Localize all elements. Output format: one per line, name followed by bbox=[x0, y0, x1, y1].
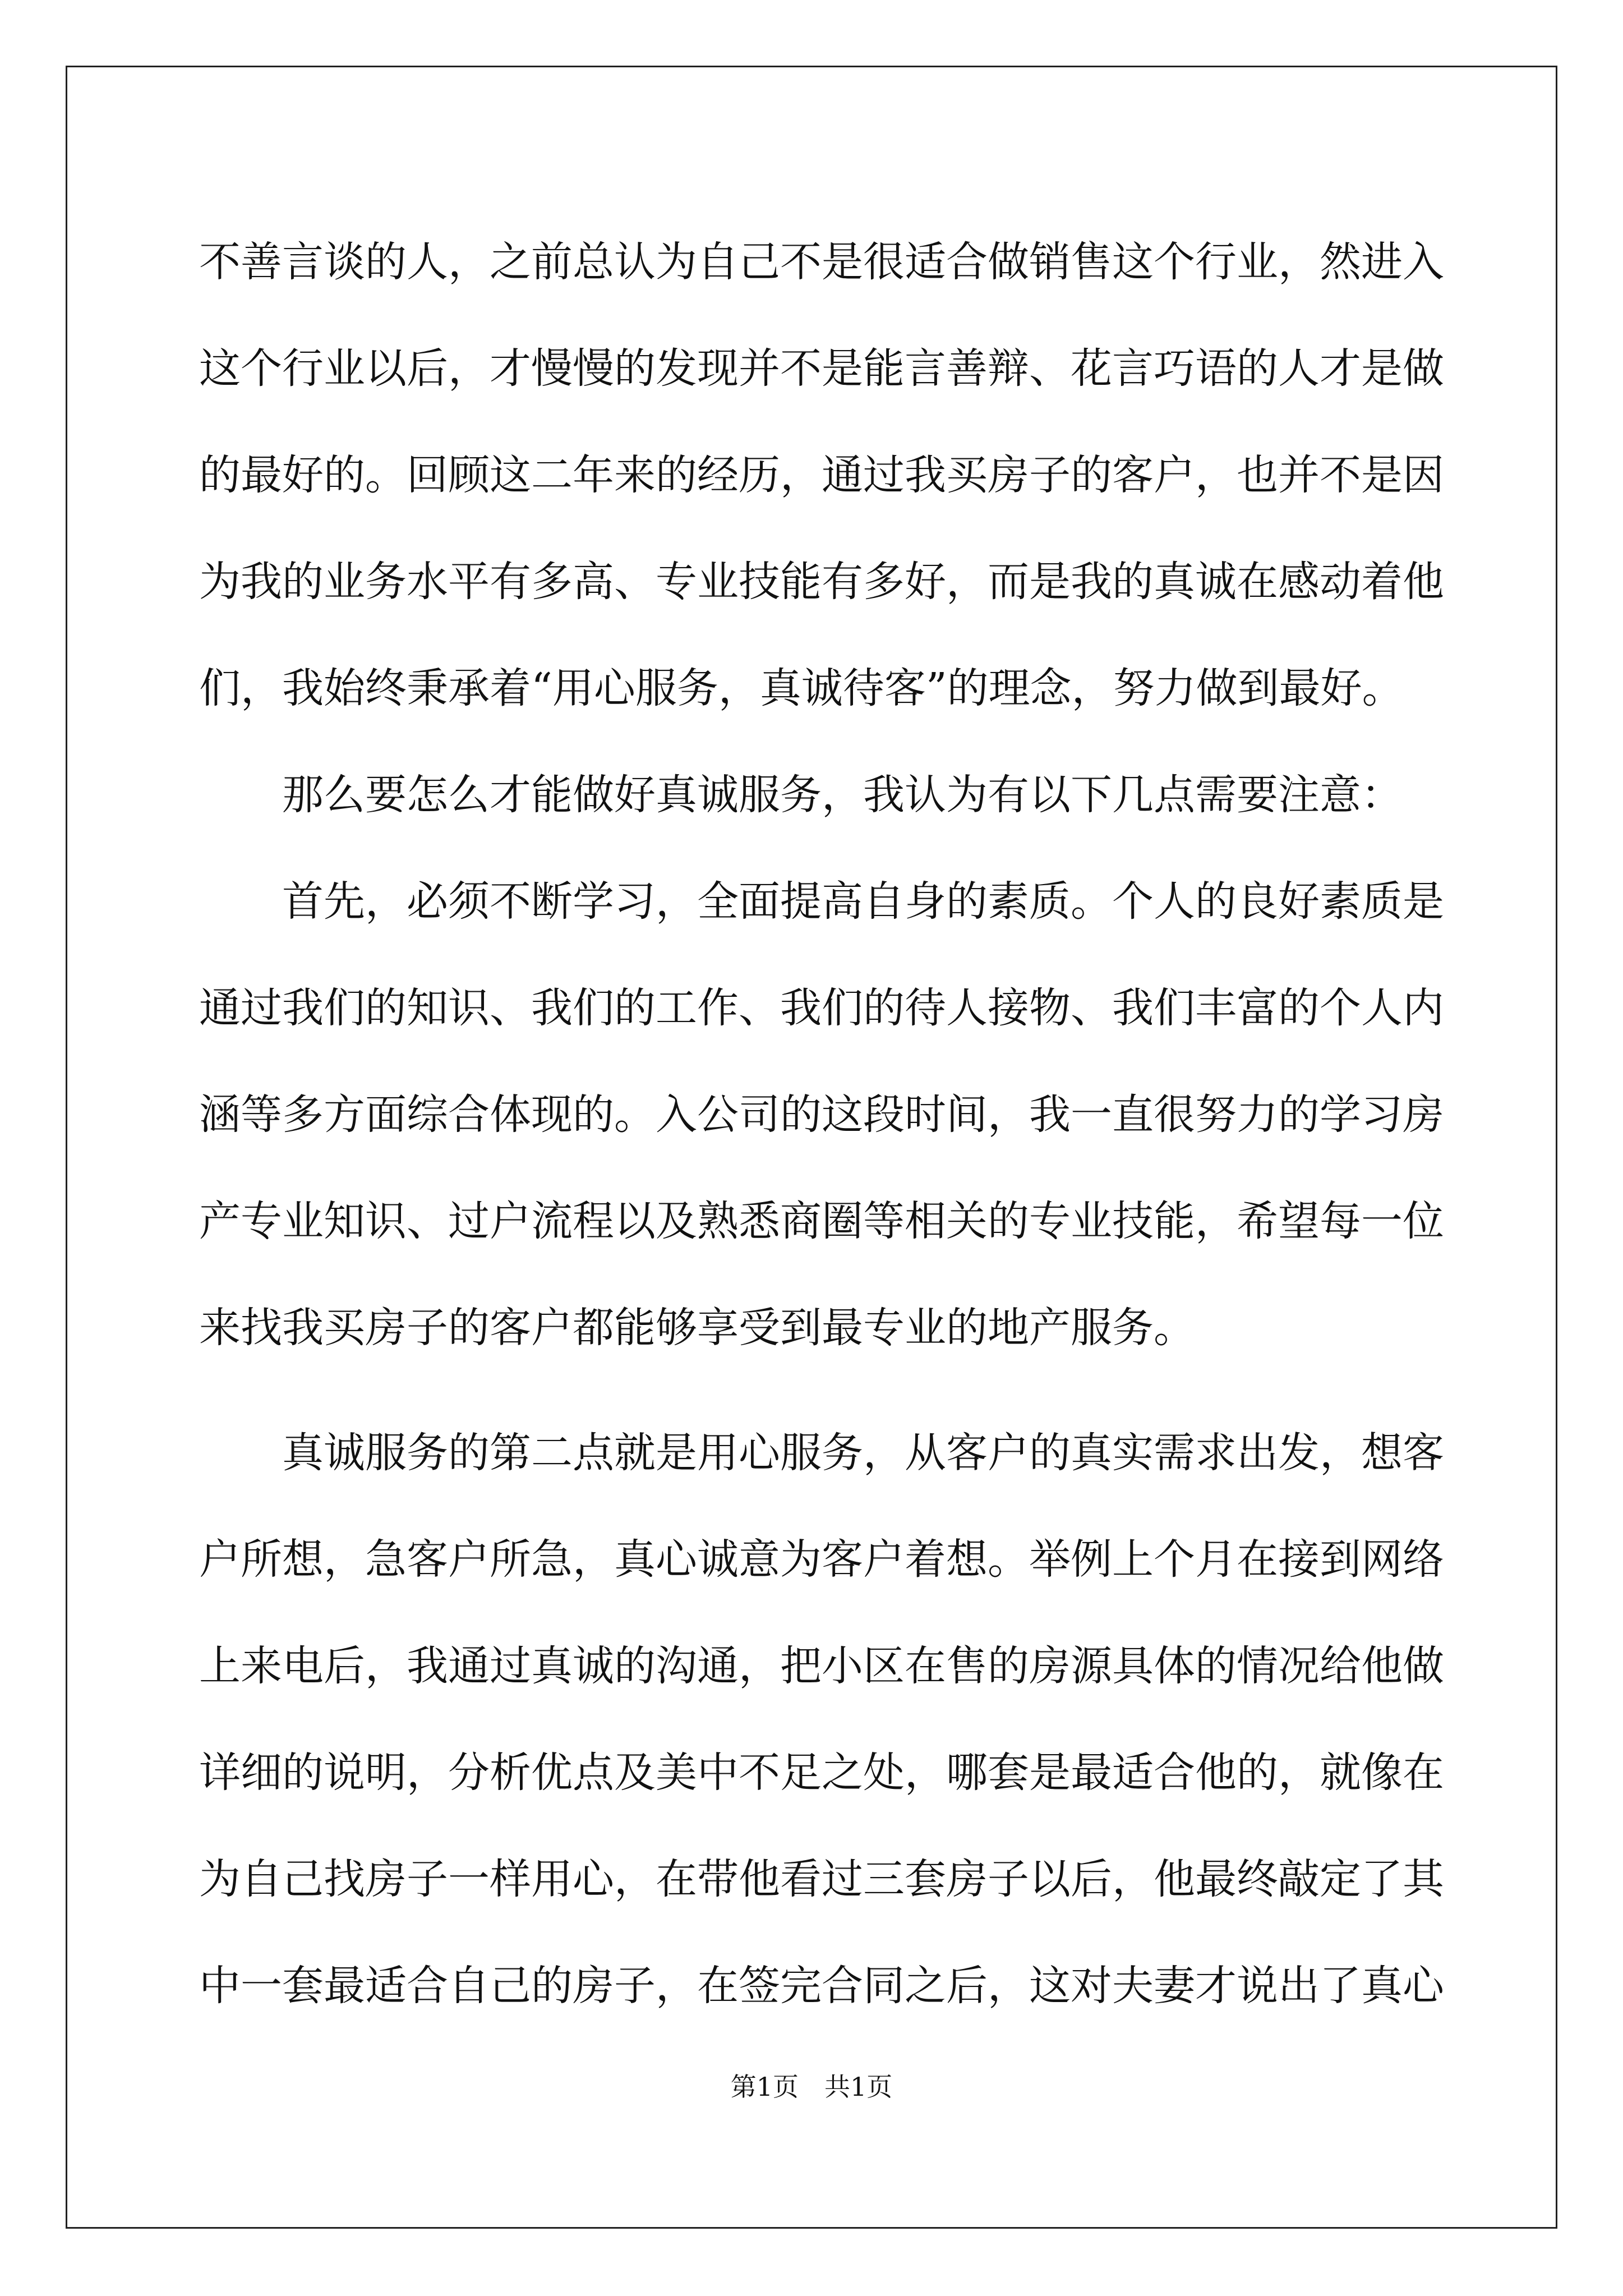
text-line: 首先，必须不断学习，全面提高自身的素质。个人的良好素质是 bbox=[282, 877, 1444, 926]
text-line: 们，我始终秉承着“用心服务，真诚待客”的理念，努力做到最好。 bbox=[199, 664, 1404, 712]
text-line: 不善言谈的人，之前总认为自己不是很适合做销售这个行业，然进入 bbox=[199, 238, 1444, 286]
text-line: 户所想，急客户所急，真心诚意为客户着想。举例上个月在接到网络 bbox=[199, 1535, 1444, 1584]
text-line: 上来电后，我通过真诚的沟通，把小区在售的房源具体的情况给他做 bbox=[199, 1642, 1444, 1690]
text-line: 详细的说明，分析优点及美中不足之处，哪套是最适合他的，就像在 bbox=[199, 1749, 1444, 1797]
text-line: 的最好的。回顾这二年来的经历，通过我买房子的客户，也并不是因 bbox=[199, 451, 1444, 499]
text-line: 为自己找房子一样用心，在带他看过三套房子以后，他最终敲定了其 bbox=[199, 1855, 1444, 1903]
text-line: 产专业知识、过户流程以及熟悉商圈等相关的专业技能，希望每一位 bbox=[199, 1197, 1444, 1245]
text-line: 那么要怎么才能做好真诚服务，我认为有以下几点需要注意： bbox=[282, 771, 1403, 819]
page-footer bbox=[0, 2070, 1623, 2104]
text-line: 为我的业务水平有多高、专业技能有多好，而是我的真诚在感动着他 bbox=[199, 558, 1444, 606]
text-line: 涵等多方面综合体现的。入公司的这段时间，我一直很努力的学习房 bbox=[199, 1091, 1444, 1139]
page-number: 第1页 bbox=[730, 2072, 799, 2102]
paragraph-gap bbox=[199, 1381, 1422, 1400]
text-line: 来找我买房子的客户都能够享受到最专业的地产服务。 bbox=[199, 1304, 1195, 1352]
text-line: 通过我们的知识、我们的工作、我们的待人接物、我们丰富的个人内 bbox=[199, 984, 1444, 1032]
text-line: 真诚服务的第二点就是用心服务，从客户的真实需求出发，想客 bbox=[282, 1429, 1444, 1477]
text-line: 这个行业以后，才慢慢的发现并不是能言善辩、花言巧语的人才是做 bbox=[199, 344, 1444, 393]
page-total: 共1页 bbox=[824, 2072, 893, 2102]
document-body bbox=[199, 209, 1444, 2039]
text-line: 中一套最适合自己的房子，在签完合同之后，这对夫妻才说出了真心 bbox=[199, 1962, 1444, 2010]
